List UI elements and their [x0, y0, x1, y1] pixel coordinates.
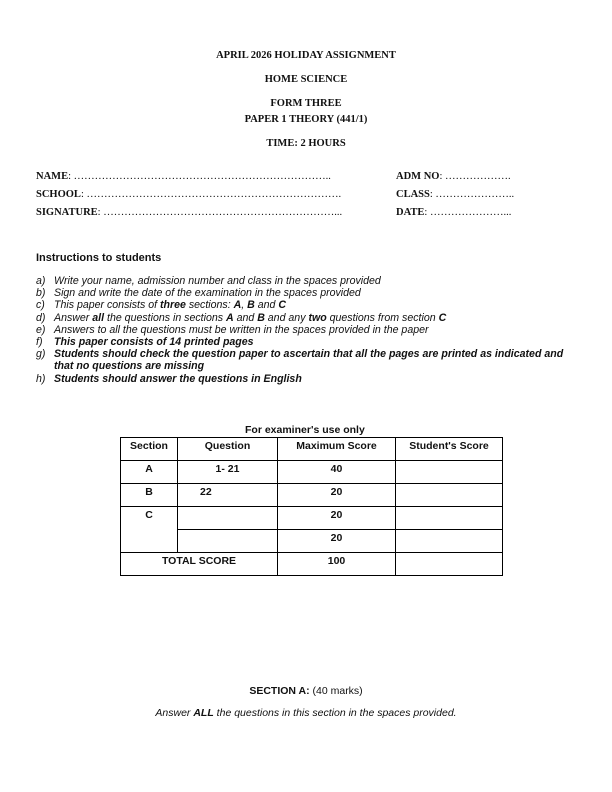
- instruction-segment: questions from section: [326, 311, 439, 324]
- signature-label: SIGNATURE: [36, 207, 98, 218]
- table-header-row: [121, 438, 503, 461]
- instruction-label: d): [36, 311, 46, 324]
- school-dots: : ……………………………………………………………….: [80, 189, 342, 200]
- max-score-cell: 20: [278, 507, 396, 530]
- total-row: [121, 553, 503, 576]
- score-table: [120, 437, 503, 576]
- instruction-item: [36, 312, 576, 324]
- instruction-emphasis: Students should answer the questions in English: [54, 372, 302, 385]
- instruction-emphasis: B: [257, 311, 265, 324]
- header-students-score: Student's Score: [396, 438, 503, 461]
- instruction-text: [54, 312, 446, 324]
- question-cell[interactable]: [178, 530, 278, 553]
- signature-field[interactable]: [36, 207, 342, 218]
- instruction-text: the questions in this section in the spaces provided.: [213, 707, 457, 719]
- signature-dots: : …………………………………………………………...: [97, 207, 343, 218]
- section-cell: A: [121, 461, 178, 484]
- section-a-title: SECTION A:: [249, 685, 310, 697]
- instruction-segment: Write your name, admission number and class in the spaces provided: [54, 275, 381, 287]
- table-row: [121, 484, 503, 507]
- instruction-emphasis: C: [438, 311, 447, 324]
- instruction-emphasis: three: [159, 299, 186, 312]
- class-label: CLASS: [396, 189, 430, 200]
- header-maximum-score: Maximum Score: [278, 438, 396, 461]
- instruction-text: Answer: [155, 707, 194, 719]
- instruction-text: [54, 373, 302, 385]
- date-label: DATE: [396, 207, 425, 218]
- adm-no-field[interactable]: [396, 171, 511, 182]
- instruction-segment: the questions in sections: [104, 311, 226, 324]
- score-table-caption: For examiner's use only: [245, 424, 365, 436]
- instruction-segment: ,: [241, 299, 248, 312]
- date-dots: : …………………...: [424, 207, 512, 218]
- instruction-label: g): [36, 348, 46, 361]
- class-field[interactable]: [396, 189, 514, 200]
- total-max-score: 100: [278, 553, 396, 576]
- table-row: [121, 507, 503, 530]
- instruction-text: [54, 299, 286, 311]
- instructions-list: [36, 275, 576, 385]
- name-dots: : ………………………………………………………………..: [68, 171, 331, 182]
- question-cell[interactable]: [178, 507, 278, 530]
- section-cell: C: [121, 507, 178, 553]
- max-score-cell: 20: [278, 484, 396, 507]
- instruction-emphasis: ALL: [193, 707, 214, 719]
- instruction-text: [54, 287, 361, 299]
- instruction-item: [36, 287, 576, 299]
- max-score-cell: 20: [278, 530, 396, 553]
- student-score-cell[interactable]: [396, 530, 503, 553]
- instruction-emphasis: all: [92, 311, 105, 324]
- instruction-item: [36, 348, 576, 372]
- instruction-text: [54, 336, 254, 348]
- instruction-text: [54, 324, 429, 336]
- instruction-emphasis: two: [308, 311, 327, 324]
- instruction-emphasis: Students should check the question paper to ascertain that all the pages are printed as indicated and that no questions are missing: [54, 348, 564, 373]
- instruction-emphasis: B: [247, 299, 255, 312]
- instruction-item: [36, 336, 576, 348]
- school-label: SCHOOL: [36, 189, 81, 200]
- instruction-segment: Answer: [54, 311, 93, 324]
- student-score-cell[interactable]: [396, 484, 503, 507]
- paper-title: PAPER 1 THEORY (441/1): [244, 114, 368, 125]
- instruction-label: e): [36, 323, 46, 336]
- instruction-item: [36, 324, 576, 336]
- name-label: NAME: [36, 171, 69, 182]
- instruction-item: [36, 373, 576, 385]
- table-row: [121, 530, 503, 553]
- max-score-cell: 40: [278, 461, 396, 484]
- table-row: [121, 461, 503, 484]
- header-section: Section: [121, 438, 178, 461]
- total-student-score-cell[interactable]: [396, 553, 503, 576]
- question-cell: 22: [178, 484, 278, 507]
- header-question: Question: [178, 438, 278, 461]
- school-field[interactable]: [36, 189, 341, 200]
- section-a-marks: (40 marks): [309, 685, 363, 697]
- section-cell: B: [121, 484, 178, 507]
- section-a-instruction: [0, 707, 612, 719]
- instruction-segment: This paper consists of: [54, 299, 160, 312]
- subject-title: HOME SCIENCE: [264, 74, 348, 85]
- instruction-label: f): [36, 336, 43, 349]
- instructions-heading: Instructions to students: [36, 252, 162, 264]
- instruction-emphasis: A: [233, 299, 242, 312]
- instruction-segment: Answers to all the questions must be written in the spaces provided in the paper: [54, 323, 429, 336]
- instruction-emphasis: This paper consists of 14 printed pages: [54, 336, 254, 349]
- instruction-label: b): [36, 287, 46, 300]
- section-a-heading: [0, 685, 612, 697]
- instruction-item: [36, 275, 576, 287]
- instruction-segment: and: [254, 299, 279, 312]
- instruction-emphasis: C: [278, 299, 287, 312]
- instruction-label: h): [36, 372, 46, 385]
- time-allowed: TIME: 2 HOURS: [266, 138, 346, 149]
- class-dots: : …………………..: [429, 189, 515, 200]
- date-field[interactable]: [396, 207, 511, 218]
- instruction-text: [54, 348, 576, 372]
- instruction-text: [54, 275, 381, 287]
- instruction-emphasis: A: [225, 311, 234, 324]
- instruction-segment: and any: [264, 311, 309, 324]
- student-score-cell[interactable]: [396, 507, 503, 530]
- name-field[interactable]: [36, 171, 331, 182]
- instruction-segment: and: [233, 311, 258, 324]
- student-score-cell[interactable]: [396, 461, 503, 484]
- instruction-segment: sections:: [185, 299, 234, 312]
- instruction-segment: Sign and write the date of the examination in the spaces provided: [54, 287, 361, 300]
- instruction-label: a): [36, 275, 46, 287]
- form-title: FORM THREE: [270, 98, 342, 109]
- adm-no-dots: : ……………….: [439, 171, 511, 182]
- assignment-title: APRIL 2026 HOLIDAY ASSIGNMENT: [216, 50, 396, 61]
- total-score-label: TOTAL SCORE: [121, 553, 278, 576]
- adm-no-label: ADM NO: [396, 171, 440, 182]
- instruction-label: c): [36, 299, 45, 312]
- instruction-item: [36, 299, 576, 311]
- question-cell: 1- 21: [178, 461, 278, 484]
